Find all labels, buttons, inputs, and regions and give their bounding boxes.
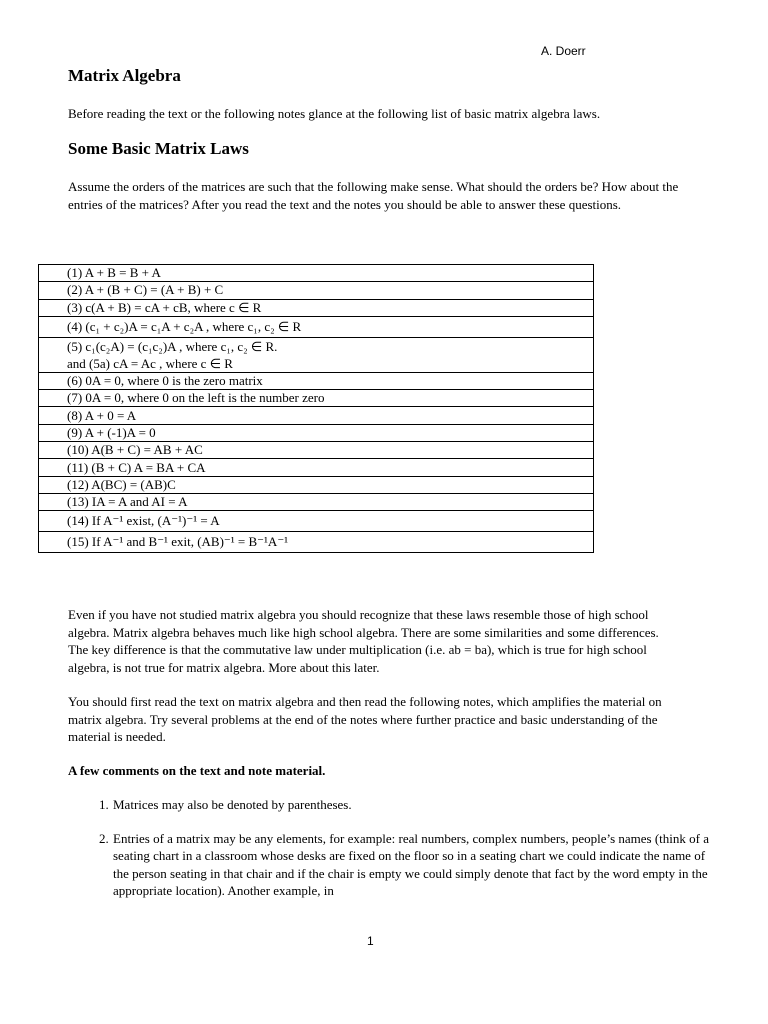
law-row	[39, 459, 594, 476]
matrix-laws-table	[38, 264, 594, 553]
law-row	[39, 493, 594, 510]
similarity-paragraph: Even if you have not studied matrix algebra you should recognize that these laws resemble those of high school algebra. Matrix algebra behaves much like high school algebra. There are some similarities and some differences. The key difference is that the commutative law under multiplication (i.e. ab = ba), which is true for high school algebra, is not true for matrix algebra. More about this later.	[68, 607, 659, 675]
law-row	[39, 337, 594, 372]
reading-paragraph: You should first read the text on matrix algebra and then read the following notes, which amplifies the material on matrix algebra. Try several problems at the end of the notes where further practice and basic understanding of the material is needed.	[68, 694, 662, 744]
law-row	[39, 390, 594, 407]
law-cell: (1) A + B = B + A	[39, 265, 594, 282]
law-row	[39, 532, 594, 553]
law-row	[39, 407, 594, 424]
law-cell: (13) IA = A and AI = A	[39, 493, 594, 510]
law-row	[39, 511, 594, 532]
law-cell: (15) If A⁻¹ and B⁻¹ exit, (AB)⁻¹ = B⁻¹A⁻¹	[39, 532, 594, 553]
law-cell: (3) c(A + B) = cA + cB, where c ∈ R	[39, 299, 594, 316]
law-row	[39, 476, 594, 493]
law-cell: (14) If A⁻¹ exist, (A⁻¹)⁻¹ = A	[39, 511, 594, 532]
law-row	[39, 316, 594, 337]
law-cell: (9) A + (-1)A = 0	[39, 424, 594, 441]
intro-paragraph: Before reading the text or the following notes glance at the following list of basic matrix algebra laws.	[68, 106, 601, 121]
law-cell: (2) A + (B + C) = (A + B) + C	[39, 282, 594, 299]
law-line: (5) c₁(c₂A) = (c₁c₂)A , where c₁, c₂ ∈ R.	[67, 338, 278, 354]
list-item: 1. Matrices may also be denoted by parentheses.	[112, 796, 712, 814]
author-header: A. Doerr	[541, 44, 586, 58]
law-row	[39, 442, 594, 459]
law-row	[39, 424, 594, 441]
page-number: 1	[367, 934, 374, 948]
law-row	[39, 282, 594, 299]
section-title: Some Basic Matrix Laws	[68, 139, 249, 158]
law-cell: (8) A + 0 = A	[39, 407, 594, 424]
law-cell	[39, 337, 594, 372]
law-row	[39, 372, 594, 389]
law-cell: (6) 0A = 0, where 0 is the zero matrix	[39, 372, 594, 389]
law-cell: (4) (c₁ + c₂)A = c₁A + c₂A , where c₁, c₂ ∈ R	[39, 316, 594, 337]
law-row	[39, 299, 594, 316]
law-cell: (10) A(B + C) = AB + AC	[39, 442, 594, 459]
law-row	[39, 265, 594, 282]
law-cell: (11) (B + C) A = BA + CA	[39, 459, 594, 476]
law-line: and (5a) cA = Ac , where c ∈ R	[67, 355, 233, 371]
list-item: 2. Entries of a matrix may be any elements, for example: real numbers, complex numbers, people’s names (think of a seating chart in a classroom whose desks are fixed on the floor so in a seating chart we could indicate the name of the person seating in that chair and if the chair is empty we could simply denote that fact by the word empty in the appropriate location). Another example, in	[112, 830, 712, 900]
comments-heading: A few comments on the text and note material.	[68, 763, 326, 778]
page-title: Matrix Algebra	[68, 66, 181, 85]
assume-paragraph: Assume the orders of the matrices are such that the following make sense. What should the orders be? How about the entries of the matrices? After you read the text and the notes you should be able to answer these questions.	[68, 179, 679, 212]
comments-list	[68, 796, 712, 916]
law-cell: (12) A(BC) = (AB)C	[39, 476, 594, 493]
law-cell: (7) 0A = 0, where 0 on the left is the number zero	[39, 390, 594, 407]
